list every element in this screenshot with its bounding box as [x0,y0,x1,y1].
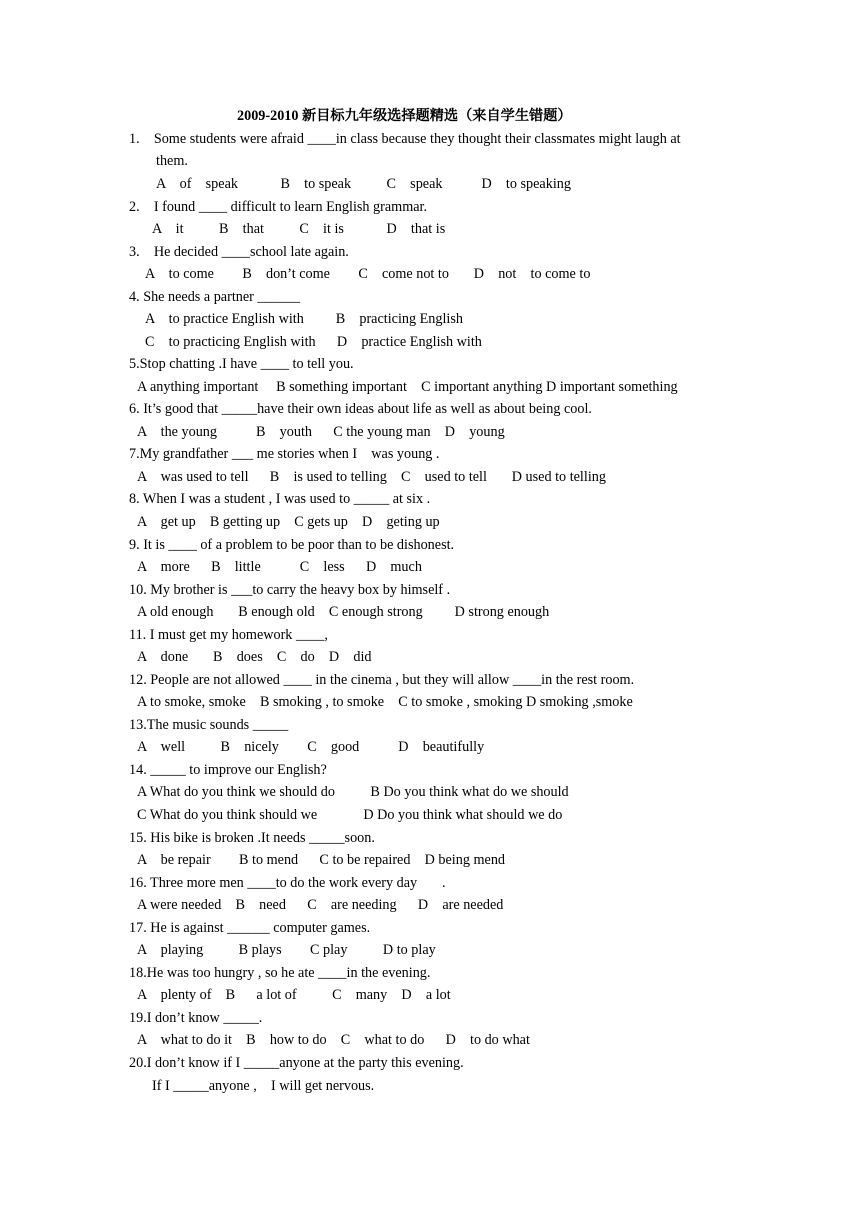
q1-options: A of speak B to speak C speak D to speaking [156,176,571,192]
q10-options: A old enough B enough old C enough strong D strong enough [137,604,550,620]
q13-options: A well B nicely C good D beautifully [137,739,485,755]
q15-options: A be repair B to mend C to be repaired D being mend [137,852,506,868]
document-title: 2009-2010 新目标九年级选择题精选（来自学生错题） [237,108,572,124]
q14-options-2: C What do you think should we D Do you think what should we do [137,807,563,823]
q2-options: A it B that C it is D that is [152,221,446,237]
q14-options-1: A What do you think we should do B Do you think what do we should [137,784,569,800]
q2-text: 2. I found ____ difficult to learn English grammar. [129,199,428,215]
q20-text: 20.I don’t know if I _____anyone at the party this evening. [129,1055,464,1071]
q8-options: A get up B getting up C gets up D geting up [137,514,440,530]
q3-text: 3. He decided ____school late again. [129,244,349,260]
q4-options-1: A to practice English with B practicing English [145,311,463,327]
q4-options-2: C to practicing English with D practice English with [145,334,482,350]
q15-text: 15. His bike is broken .It needs _____soon. [129,830,375,846]
q12-text: 12. People are not allowed ____ in the cinema , but they will allow ____in the rest room. [129,672,635,688]
q7-text: 7.My grandfather ___ me stories when I was young . [129,446,440,462]
q8-text: 8. When I was a student , I was used to _____ at six . [129,491,431,507]
q16-options: A were needed B need C are needing D are needed [137,897,504,913]
q17-options: A playing B plays C play D to play [137,942,436,958]
q7-options: A was used to tell B is used to telling C used to tell D used to telling [137,469,606,485]
q17-text: 17. He is against ______ computer games. [129,920,371,936]
q18-options: A plenty of B a lot of C many D a lot [137,987,451,1003]
q1-text: 1. Some students were afraid ____in class because they thought their classmates might laugh at [129,131,681,147]
q3-options: A to come B don’t come C come not to D not to come to [145,266,591,282]
q14-text: 14. _____ to improve our English? [129,762,327,778]
q19-text: 19.I don’t know _____. [129,1010,263,1026]
q13-text: 13.The music sounds _____ [129,717,289,733]
q11-options: A done B does C do D did [137,649,372,665]
q16-text: 16. Three more men ____to do the work every day . [129,875,446,891]
q5-options: A anything important B something important C important anything D important something [137,379,678,395]
q12-options: A to smoke, smoke B smoking , to smoke C to smoke , smoking D smoking ,smoke [137,694,633,710]
q9-options: A more B little C less D much [137,559,422,575]
q1-text-cont: them. [156,153,188,169]
q4-text: 4. She needs a partner ______ [129,289,300,305]
q10-text: 10. My brother is ___to carry the heavy box by himself . [129,582,451,598]
q19-options: A what to do it B how to do C what to do D to do what [137,1032,530,1048]
q11-text: 11. I must get my homework ____, [129,627,328,643]
q18-text: 18.He was too hungry , so he ate ____in the evening. [129,965,431,981]
q9-text: 9. It is ____ of a problem to be poor than to be dishonest. [129,537,455,553]
q20-text-cont: If I _____anyone , I will get nervous. [152,1078,375,1094]
q6-options: A the young B youth C the young man D young [137,424,505,440]
q6-text: 6. It’s good that _____have their own ideas about life as well as about being cool. [129,401,592,417]
q5-text: 5.Stop chatting .I have ____ to tell you. [129,356,354,372]
